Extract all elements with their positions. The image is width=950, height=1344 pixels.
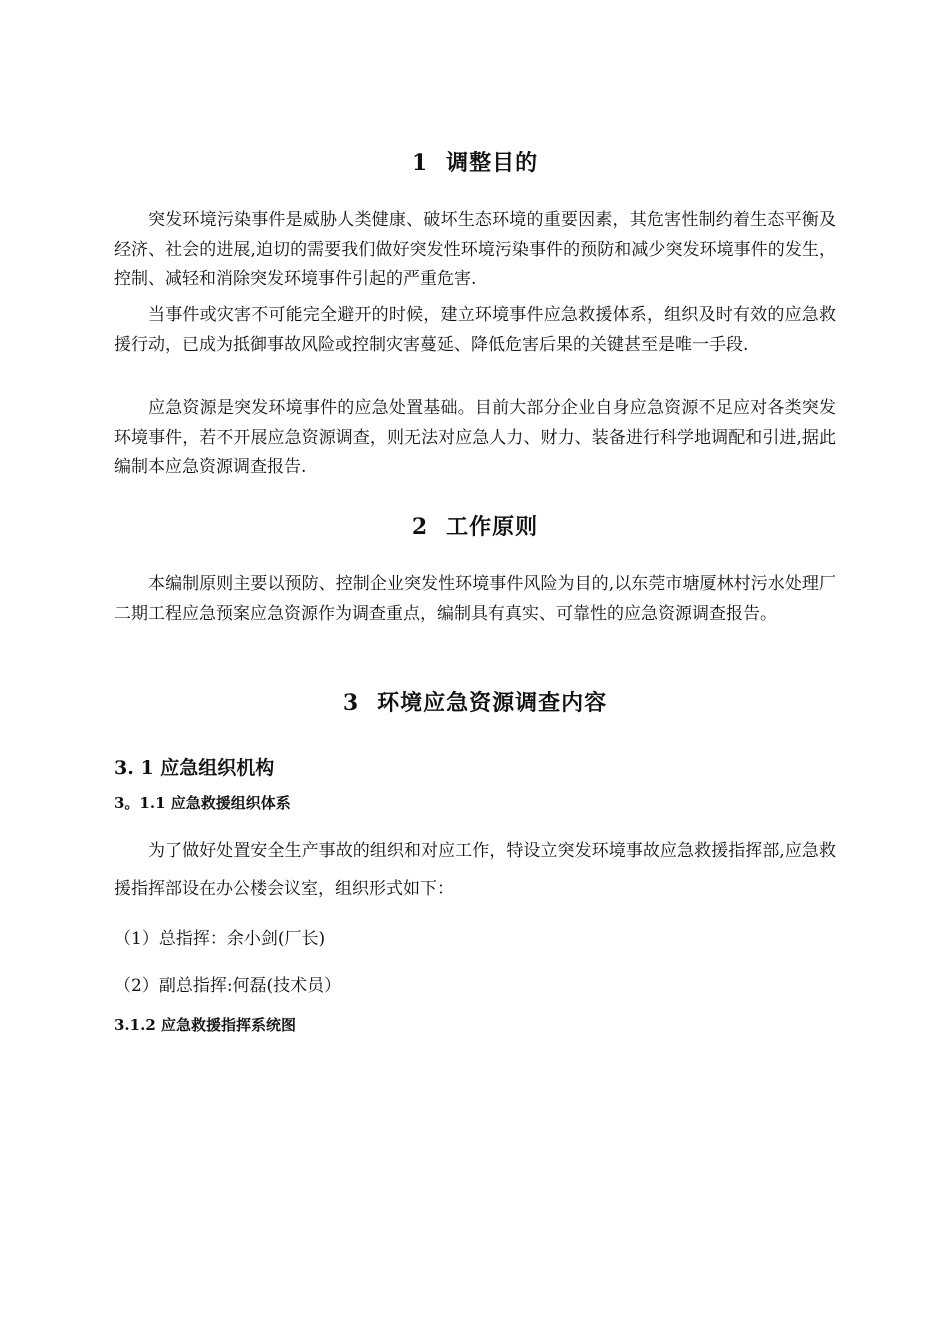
subsection-3-1-1-paragraph: 为了做好处置安全生产事故的组织和对应工作，特设立突发环境事故应急救援指挥部,应急救援指挥部设在办公楼会议室，组织形式如下： [114, 841, 836, 899]
list-item-deputy-commander: （2）副总指挥:何磊(技术员） [114, 976, 342, 996]
section-2-paragraph-1: 本编制原则主要以预防、控制企业突发性环境事件风险为目的,以东莞市塘厦林村污水处理厂二期工程应急预案应急资源作为调查重点，编制具有真实、可靠性的应急资源调查报告。 [114, 574, 836, 624]
section-2-title: 工作原则 [446, 514, 539, 540]
subsection-3-1-heading: 3. 1 应急组织机构 [114, 757, 275, 779]
section-3-number: 3 [342, 690, 360, 716]
section-3-title: 环境应急资源调查内容 [377, 690, 608, 716]
section-1-paragraph-1: 突发环境污染事件是威胁人类健康、破坏生态环境的重要因素，其危害性制约着生态平衡及经济、社会的进展,迫切的需要我们做好突发性环境污染事件的预防和减少突发环境事件的发生，控制、减轻和消除突发环境事件引起的严重危害. [114, 210, 836, 289]
subsection-3-1-2-heading: 3.1.2 应急救援指挥系统图 [114, 1016, 296, 1034]
list-item-commander: （1）总指挥：余小剑(厂长) [114, 929, 326, 949]
section-1-title: 调整目的 [446, 150, 539, 176]
section-3-heading [0, 686, 950, 717]
section-1-paragraph-3: 应急资源是突发环境事件的应急处置基础。目前大部分企业自身应急资源不足应对各类突发环境事件，若不开展应急资源调查，则无法对应急人力、财力、装备进行科学地调配和引进,据此编制本应急资源调查报告. [114, 398, 836, 477]
section-1-heading [0, 146, 950, 177]
section-2-heading [0, 510, 950, 541]
section-1-paragraph-2: 当事件或灾害不可能完全避开的时候，建立环境事件应急救援体系，组织及时有效的应急救援行动，已成为抵御事故风险或控制灾害蔓延、降低危害后果的关键甚至是唯一手段. [114, 305, 836, 355]
section-1-number: 1 [411, 150, 429, 176]
section-2-number: 2 [411, 514, 429, 540]
subsection-3-1-1-heading: 3。1.1 应急救援组织体系 [114, 794, 291, 812]
